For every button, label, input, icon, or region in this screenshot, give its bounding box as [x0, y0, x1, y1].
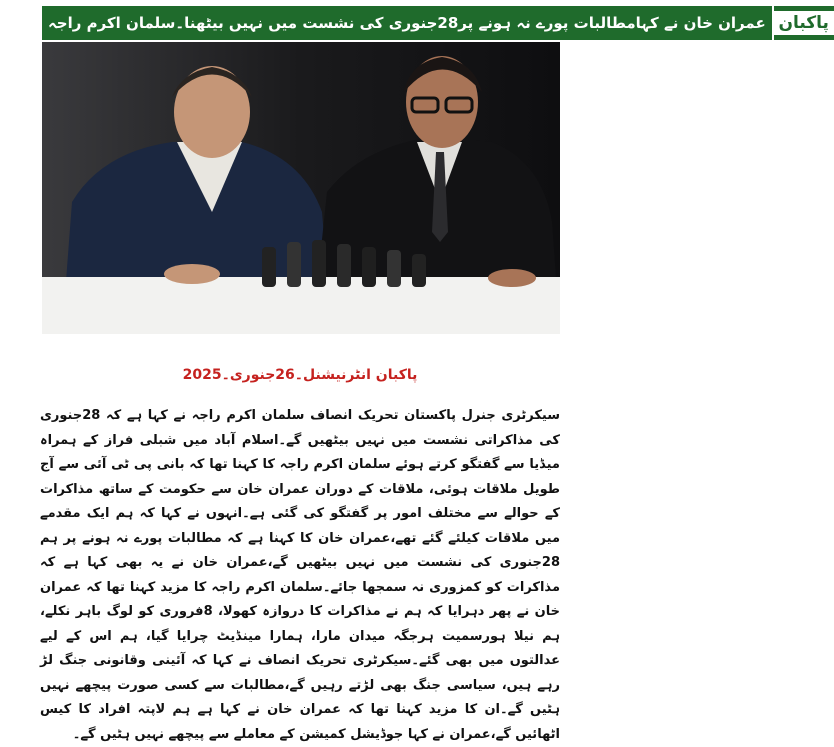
header-bar [42, 6, 829, 40]
brand-badge [772, 6, 834, 40]
dateline: پاکبان انٹرنیشنل۔26جنوری۔2025 [182, 367, 418, 383]
photo-illustration [42, 42, 560, 334]
brand-logo: پاکبان [773, 11, 834, 35]
headline: عمران خان نے کہامطالبات پورے نہ ہونے پر28جنوری کی نشست میں نہیں بیٹھنا۔سلمان اکرم راجہ [42, 6, 772, 40]
press-conference-photo [42, 42, 560, 334]
article-body: سیکرٹری جنرل پاکستان تحریک انصاف سلمان اکرم راجہ نے کہا ہے کہ 28جنوری کی مذاکراتی نشست میں نہیں بیٹھیں گے۔اسلام آباد میں شبلی فراز کے ہمراہ میڈیا سے گفتگو کرتے ہوئے سلمان اکرم راجہ کا کہنا تھا کہ بانی پی ٹی آئی سے آج طویل ملاقات ہوئی، ملاقات کے دوران عمران خان سے حکومت کے ساتھ مذاکرات کے حوالے سے مختلف امور پر گفتگو کی گئی ہے۔انہوں نے کہا کہ ہم ایک مقدمے میں ملاقات کیلئے گئے تھے،عمران خان کا کہنا ہے کہ مطالبات پورے نہ ہونے پر ہم 28جنوری کی نشست میں نہیں بیٹھیں گے،عمران خان نے یہ بھی کہا ہے کہ مذاکرات کو کمزوری نہ سمجھا جائے۔سلمان اکرم راجہ کا مزید کہنا تھا کہ عمران خان نے پھر دہرایا کہ ہم نے مذاکرات کا دروازہ کھولا، 8فروری کو لوگ باہر نکلے، ہم نیلا ہورسمیت ہرجگہ میدان مارا، ہمارا مینڈیٹ چرایا گیا، ہم اس کے لیے عدالتوں میں بھی گئے۔سیکرٹری تحریک انصاف نے کہا کہ آئینی وقانونی جنگ لڑ رہے ہیں، سیاسی جنگ بھی لڑتے رہیں گے،مطالبات سے کسی صورت پیچھے نہیں ہٹیں گے۔ان کا مزید کہنا تھا کہ عمران خان نے کہا ہے ہم لاپتہ افراد کا کیس اٹھائیں گے،عمران نے کہا جوڈیشل کمیشن کے معاملے سے پیچھے نہیں ہٹیں گے۔ [40, 408, 560, 742]
